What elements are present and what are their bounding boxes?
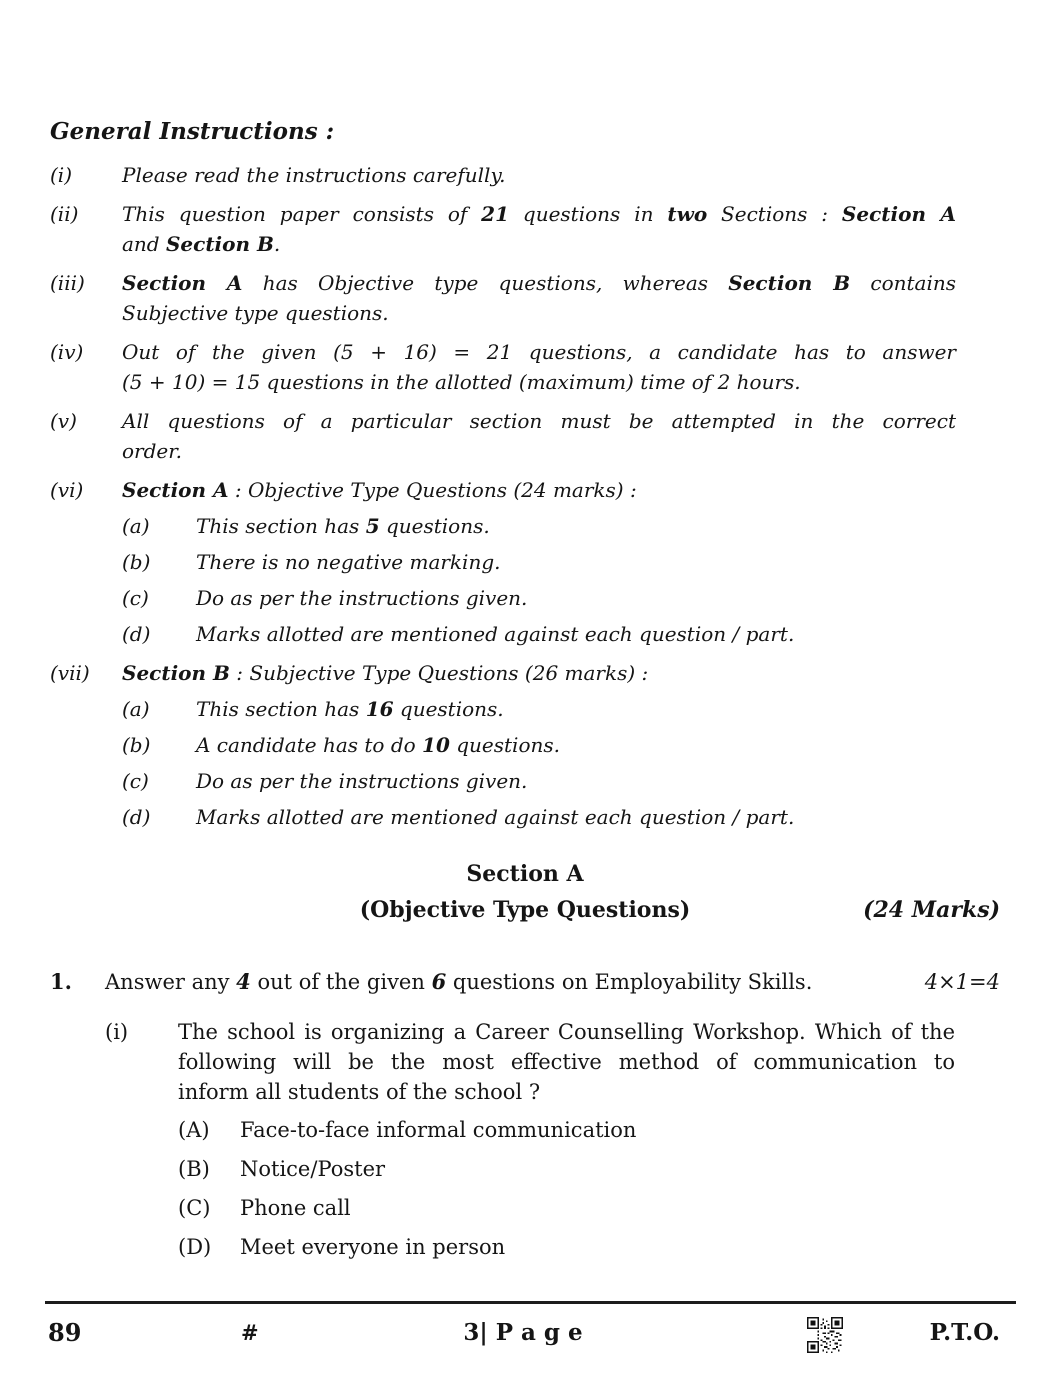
- general-instructions-section: [50, 116, 1000, 832]
- instruction-item-v: [50, 406, 1000, 466]
- option-label: (C): [178, 1196, 211, 1220]
- instruction-label: (vii): [50, 661, 90, 685]
- question-1: [50, 967, 1000, 997]
- text-line: [122, 298, 956, 328]
- text-line: [196, 619, 956, 649]
- text-line: [178, 1017, 955, 1047]
- instruction-label: (ii): [50, 202, 79, 226]
- option-text: Notice/Poster: [240, 1157, 386, 1181]
- text-segment: Section B: [122, 661, 230, 685]
- text-segment: Please read the instructions carefully.: [122, 163, 506, 187]
- instruction-label: (i): [50, 163, 73, 187]
- text-line: [196, 547, 956, 577]
- text-line: [178, 1047, 955, 1077]
- text-line: [122, 199, 956, 229]
- option-a: [178, 1115, 955, 1145]
- instruction-row: [50, 406, 1000, 466]
- text-segment: 4: [236, 969, 251, 994]
- text-segment: Section B: [165, 232, 274, 256]
- text-segment: All questions of a particular section must be attempted in the correct: [122, 409, 956, 433]
- instruction-subitem-a: [122, 694, 1000, 724]
- sub-question-text: [178, 1017, 955, 1107]
- text-line: [122, 406, 956, 436]
- option-label: (D): [178, 1235, 212, 1259]
- text-line: [122, 436, 956, 466]
- instruction-subitem-d: [122, 802, 1000, 832]
- question-text: [105, 967, 812, 997]
- pto-label: P.T.O.: [929, 1319, 1000, 1346]
- text-segment: : Subjective Type Questions (26 marks) :: [229, 661, 649, 685]
- text-segment: Do as per the instructions given.: [196, 769, 528, 793]
- subitem-label: (b): [122, 550, 151, 574]
- text-segment: (5 + 10) = 15 questions in the allotted (maximum) time of 2 hours.: [122, 370, 801, 394]
- instruction-item-i: [50, 160, 1000, 190]
- text-line: [196, 730, 956, 760]
- option-text: Meet everyone in person: [240, 1235, 506, 1259]
- option-text: Phone call: [240, 1196, 351, 1220]
- text-segment: Marks allotted are mentioned against each question / part.: [196, 622, 795, 646]
- text-segment: has Objective type questions, whereas: [242, 271, 729, 295]
- subitem-text: [196, 802, 956, 832]
- text-line: [196, 583, 956, 613]
- subitem-label: (b): [122, 733, 151, 757]
- instruction-subitem-b: [122, 547, 1000, 577]
- subitem-label: (a): [122, 514, 150, 538]
- text-segment: This section has: [196, 514, 366, 538]
- subitem-text: [196, 583, 956, 613]
- hash-mark: #: [241, 1320, 259, 1345]
- instruction-item-vi: [50, 475, 1000, 649]
- instruction-label: (vi): [50, 478, 84, 502]
- instruction-label: (iii): [50, 271, 85, 295]
- instruction-text: [122, 406, 956, 466]
- section-a-subtitle: (Objective Type Questions): [359, 897, 691, 923]
- instruction-text: [122, 475, 956, 505]
- subitem-text: [196, 730, 956, 760]
- sub-question-label: (i): [105, 1020, 129, 1044]
- text-line: [196, 511, 956, 541]
- instruction-label: (iv): [50, 340, 84, 364]
- text-segment: Section A: [122, 478, 229, 502]
- instruction-label: (v): [50, 409, 77, 433]
- subitem-text: [196, 619, 956, 649]
- instruction-row: [50, 475, 1000, 505]
- text-segment: This section has: [196, 697, 366, 721]
- text-line: [122, 337, 956, 367]
- section-a-title: Section A: [466, 861, 584, 887]
- text-segment: Section A: [841, 202, 956, 226]
- instruction-row: [50, 199, 1000, 259]
- instruction-item-iv: [50, 337, 1000, 397]
- subitem-label: (c): [122, 586, 149, 610]
- text-line: [196, 802, 956, 832]
- text-segment: .: [273, 232, 281, 256]
- text-segment: Answer any: [105, 970, 237, 994]
- options-list: [178, 1115, 955, 1262]
- qr-code-icon: [807, 1316, 843, 1354]
- page-number: 3| P a g e: [463, 1319, 583, 1346]
- subitem-label: (a): [122, 697, 150, 721]
- instruction-row: [50, 268, 1000, 328]
- instruction-subitem-c: [122, 583, 1000, 613]
- text-segment: This question paper consists of: [122, 202, 482, 226]
- sub-question-body: [178, 1017, 955, 1271]
- instruction-subitem-c: [122, 766, 1000, 796]
- text-segment: : Objective Type Questions (24 marks) :: [228, 478, 637, 502]
- text-segment: 5: [365, 514, 380, 538]
- text-line: [105, 967, 812, 997]
- text-segment: order.: [122, 439, 182, 463]
- text-segment: 6: [431, 969, 447, 994]
- text-segment: questions.: [393, 697, 504, 721]
- instruction-text: [122, 337, 956, 397]
- text-segment: questions.: [449, 733, 560, 757]
- instruction-text: [122, 268, 956, 328]
- instruction-text: [122, 658, 956, 688]
- section-a-header: [50, 859, 1000, 925]
- subitem-text: [196, 511, 956, 541]
- option-label: (A): [178, 1118, 210, 1142]
- section-a-marks: (24 Marks): [863, 897, 1000, 923]
- subitem-label: (d): [122, 622, 151, 646]
- text-segment: contains: [850, 271, 956, 295]
- text-line: [122, 229, 956, 259]
- instruction-sublist: [122, 511, 1000, 649]
- text-line: [196, 766, 956, 796]
- text-segment: following will be the most effective method of communication to: [178, 1050, 955, 1074]
- option-label: (B): [178, 1157, 210, 1181]
- text-segment: and: [122, 232, 166, 256]
- text-segment: 16: [365, 697, 394, 721]
- option-d: [178, 1232, 955, 1262]
- instruction-item-ii: [50, 199, 1000, 259]
- general-instructions-title: General Instructions :: [50, 118, 335, 145]
- text-line: [122, 367, 956, 397]
- subitem-text: [196, 766, 956, 796]
- text-segment: two: [667, 202, 708, 226]
- text-segment: There is no negative marking.: [196, 550, 501, 574]
- subitem-label: (c): [122, 769, 149, 793]
- text-segment: questions.: [379, 514, 490, 538]
- instruction-sublist: [122, 694, 1000, 832]
- instruction-text: [122, 199, 956, 259]
- text-line: [122, 475, 956, 505]
- option-text: Face-to-face informal communication: [240, 1118, 637, 1142]
- text-line: [122, 658, 956, 688]
- text-segment: Section B: [728, 271, 851, 295]
- instruction-row: [50, 160, 1000, 190]
- text-segment: Sections :: [707, 202, 842, 226]
- question-number: 1.: [50, 969, 72, 994]
- text-segment: Subjective type questions.: [122, 301, 389, 325]
- instruction-subitem-d: [122, 619, 1000, 649]
- sub-question-i: [105, 1017, 1000, 1271]
- subitem-text: [196, 694, 956, 724]
- text-segment: Section A: [122, 271, 243, 295]
- subitem-label: (d): [122, 805, 151, 829]
- text-line: [196, 694, 956, 724]
- instruction-row: [50, 337, 1000, 397]
- text-segment: inform all students of the school ?: [178, 1080, 541, 1104]
- instruction-text: [122, 160, 956, 190]
- text-segment: The school is organizing a Career Counselling Workshop. Which of the: [178, 1020, 955, 1044]
- text-segment: out of the given: [250, 970, 432, 994]
- instruction-item-iii: [50, 268, 1000, 328]
- page-footer: [0, 1301, 1046, 1386]
- text-line: [178, 1077, 955, 1107]
- section-a-subtitle-row: [50, 895, 1000, 925]
- instruction-subitem-b: [122, 730, 1000, 760]
- subitem-text: [196, 547, 956, 577]
- text-segment: questions in: [509, 202, 668, 226]
- instruction-subitem-a: [122, 511, 1000, 541]
- text-line: [122, 160, 956, 190]
- text-segment: Do as per the instructions given.: [196, 586, 528, 610]
- footer-row: [0, 1304, 1046, 1364]
- option-b: [178, 1154, 955, 1184]
- text-segment: 21: [481, 202, 510, 226]
- text-segment: Marks allotted are mentioned against each question / part.: [196, 805, 795, 829]
- text-segment: A candidate has to do: [196, 733, 423, 757]
- text-segment: 10: [422, 733, 450, 757]
- question-marks: 4×1=4: [924, 970, 1000, 994]
- option-c: [178, 1193, 955, 1223]
- instruction-row: [50, 658, 1000, 688]
- instruction-item-vii: [50, 658, 1000, 832]
- text-segment: questions on Employability Skills.: [446, 970, 813, 994]
- text-line: [122, 268, 956, 298]
- text-segment: Out of the given (5 + 16) = 21 questions, a candidate has to answer: [122, 340, 956, 364]
- paper-code: 89: [48, 1318, 82, 1347]
